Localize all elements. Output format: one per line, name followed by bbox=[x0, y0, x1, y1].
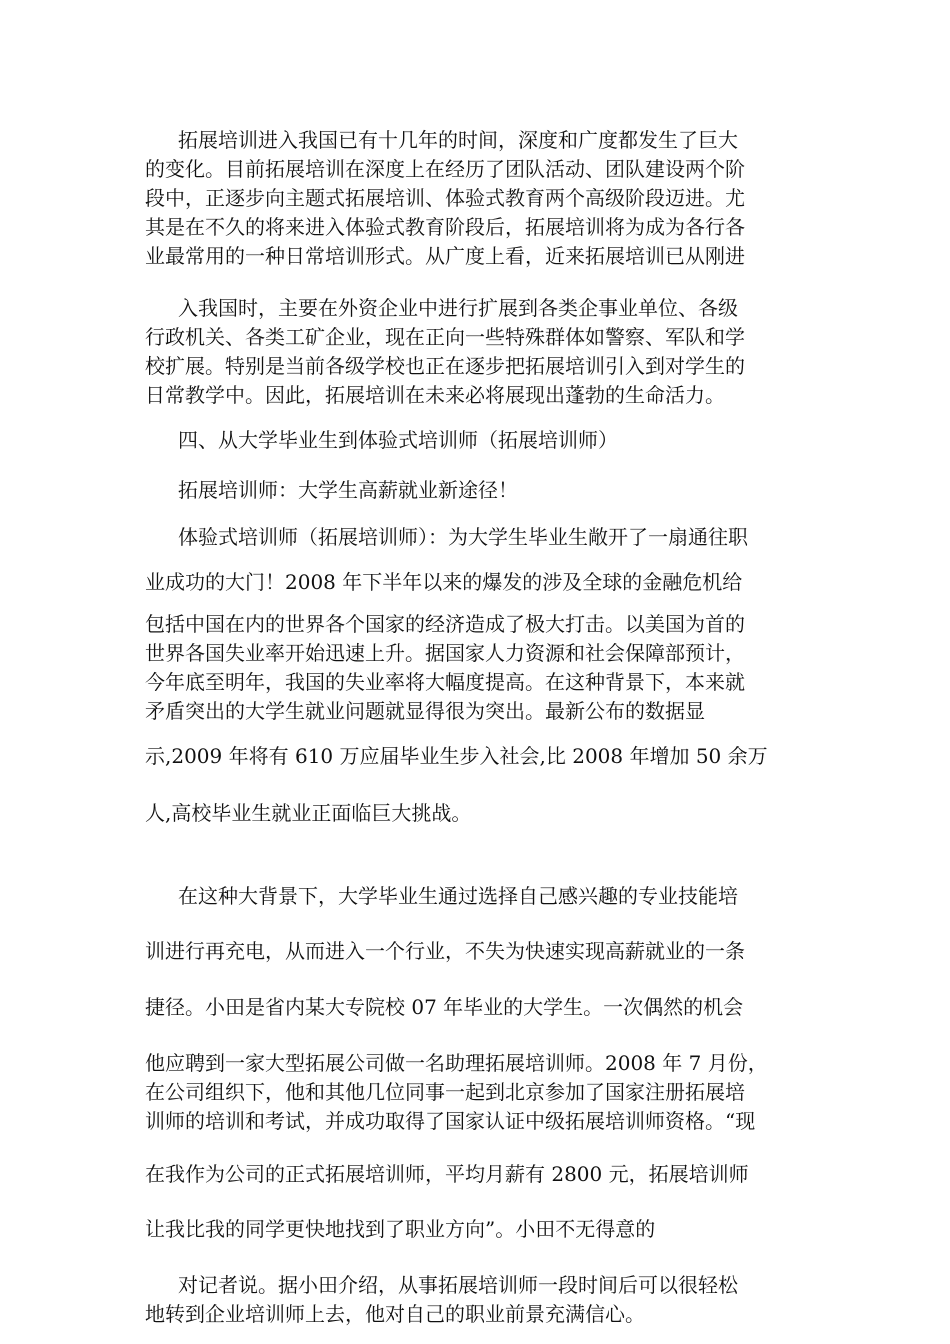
text-line: 捷径。小田是省内某大专院校 07 年毕业的大学生。一次偶然的机会 bbox=[145, 995, 744, 1019]
text-line: 拓展培训进入我国已有十几年的时间，深度和广度都发生了巨大 bbox=[178, 128, 738, 152]
text-line: 人,高校毕业生就业正面临巨大挑战。 bbox=[145, 801, 472, 825]
text-line: 业最常用的一种日常培训形式。从广度上看，近来拓展培训已从刚进 bbox=[145, 244, 745, 268]
text-line: 地转到企业培训师上去，他对自己的职业前景充满信心。 bbox=[145, 1302, 645, 1326]
text-line: 其是在不久的将来进入体验式教育阶段后，拓展培训将为成为各行各 bbox=[145, 215, 745, 239]
text-line: 在我作为公司的正式拓展培训师，平均月薪有 2800 元，拓展培训师 bbox=[145, 1162, 749, 1186]
text-line: 训进行再充电，从而进入一个行业，不失为快速实现高薪就业的一条 bbox=[145, 939, 745, 963]
text-line: 今年底至明年，我国的失业率将大幅度提高。在这种背景下，本来就 bbox=[145, 670, 745, 694]
text-line: 让我比我的同学更快地找到了职业方向”。小田不无得意的 bbox=[145, 1217, 656, 1241]
text-line: 入我国时，主要在外资企业中进行扩展到各类企事业单位、各级 bbox=[178, 296, 738, 320]
subheading: 拓展培训师：大学生高薪就业新途径！ bbox=[178, 478, 518, 502]
text-line: 对记者说。据小田介绍，从事拓展培训师一段时间后可以很轻松 bbox=[178, 1273, 738, 1297]
text-line: 世界各国失业率开始迅速上升。据国家人力资源和社会保障部预计， bbox=[145, 641, 745, 665]
text-line: 在这种大背景下，大学毕业生通过选择自己感兴趣的专业技能培 bbox=[178, 884, 738, 908]
text-line: 业成功的大门！2008 年下半年以来的爆发的涉及全球的金融危机给 bbox=[145, 570, 743, 594]
text-line: 矛盾突出的大学生就业问题就显得很为突出。最新公布的数据显 bbox=[145, 699, 705, 723]
text-line: 段中，正逐步向主题式拓展培训、体验式教育两个高级阶段迈进。尤 bbox=[145, 186, 745, 210]
text-line: 训师的培训和考试，并成功取得了国家认证中级拓展培训师资格。“现 bbox=[145, 1109, 756, 1133]
text-line: 日常教学中。因此，拓展培训在未来必将展现出蓬勃的生命活力。 bbox=[145, 383, 725, 407]
text-line: 的变化。目前拓展培训在深度上在经历了团队活动、团队建设两个阶 bbox=[145, 157, 745, 181]
text-line: 他应聘到一家大型拓展公司做一名助理拓展培训师。2008 年 7 月份， bbox=[145, 1051, 768, 1075]
text-line: 校扩展。特别是当前各级学校也正在逐步把拓展培训引入到对学生的 bbox=[145, 354, 745, 378]
text-line: 行政机关、各类工矿企业，现在正向一些特殊群体如警察、军队和学 bbox=[145, 325, 745, 349]
text-line: 体验式培训师（拓展培训师）：为大学生毕业生敞开了一扇通往职 bbox=[178, 525, 748, 549]
section-heading: 四、从大学毕业生到体验式培训师（拓展培训师） bbox=[178, 428, 618, 452]
text-line: 在公司组织下，他和其他几位同事一起到北京参加了国家注册拓展培 bbox=[145, 1080, 745, 1104]
text-line: 包括中国在内的世界各个国家的经济造成了极大打击。以美国为首的 bbox=[145, 612, 745, 636]
text-line: 示,2009 年将有 610 万应届毕业生步入社会,比 2008 年增加 50 余万 bbox=[145, 744, 768, 768]
